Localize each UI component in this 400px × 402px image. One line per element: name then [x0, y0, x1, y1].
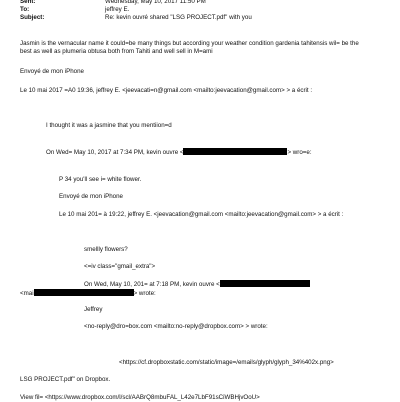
to-label: To: [20, 6, 30, 13]
quote-header-1: Le 10 mai 2017 =A0 19:36, jeffrey E. <jeevacati=n@gmail.com <mailto:jeevacation@gmail.com> > a écrit : [20, 87, 313, 94]
dropbox-image-link[interactable]: <https://cf.dropboxstatic.com/static/image=/emails/glyph/glyph_34%402x.png> [119, 359, 334, 366]
dropbox-header: <no-reply@dro=box.com <mailto:no-reply@dropbox.com> > wrote: [84, 323, 268, 330]
quote-header-2 [46, 148, 312, 157]
redaction-bar [183, 148, 287, 155]
shared-file-line: LSG PROJECT.pdf" on Dropbox. [20, 376, 111, 383]
redaction-bar [220, 280, 310, 287]
sent-label: Sent: [20, 0, 36, 5]
html-fragment: <=iv class="gmail_extra"> [84, 263, 156, 270]
quoted-signature-name: Jeffrey [84, 306, 103, 313]
quote-header-3: Le 10 mai 201= à 19:22, jeffrey E. <jeevacation@gmail.com <mailto:jeevacation@gmail.com> > a écrit : [59, 211, 344, 218]
reply-paragraph: Jasmin is the vernacular name it could=be many things but according your weather condition gardenia tahitensis wil= be the best as well as plumeria obtusa both from Tahiti and well sell in M=ami [20, 40, 359, 55]
redaction-bar [34, 289, 134, 296]
subject-label: Subject: [20, 14, 45, 21]
subject-value: Re: kevin ouvré shared "LSG PROJECT.pdf" with you [105, 14, 252, 21]
quoted-message-2: P 34 you'll see i= white flower. [59, 176, 142, 183]
quote-header-4 [84, 280, 310, 289]
to-value: jeffrey E. [105, 6, 130, 13]
quote-header-2-end: > wro=e: [287, 149, 312, 156]
quote-header-4-cont [20, 289, 156, 298]
sent-value: Wednesday, May 10, 2017 11:50 PM [105, 0, 206, 5]
signature: Envoyé de mon iPhone [20, 68, 84, 75]
view-file-link[interactable]: View fil= <https://www.dropbox.com/l/scl/AABrQ8mbuFAL_L42e7LbF91sCiWBHjvOoU> [20, 394, 260, 401]
quoted-signature: Envoyé de mon iPhone [59, 193, 123, 200]
quote-header-4-mail: <mai [20, 290, 34, 297]
quote-header-4-end: > wrote: [133, 290, 156, 297]
quoted-message-1: I thought it was a jasmine that you mentiion=d [46, 122, 172, 129]
quote-header-2-start: On Wed= May 10, 2017 at 7:34 PM, kevin ouvre < [46, 149, 184, 156]
quote-header-4-start: On Wed, May 10, 201= at 7:18 PM, kevin ouvre < [84, 281, 220, 288]
quoted-message-3: smellly flowers? [84, 246, 128, 253]
